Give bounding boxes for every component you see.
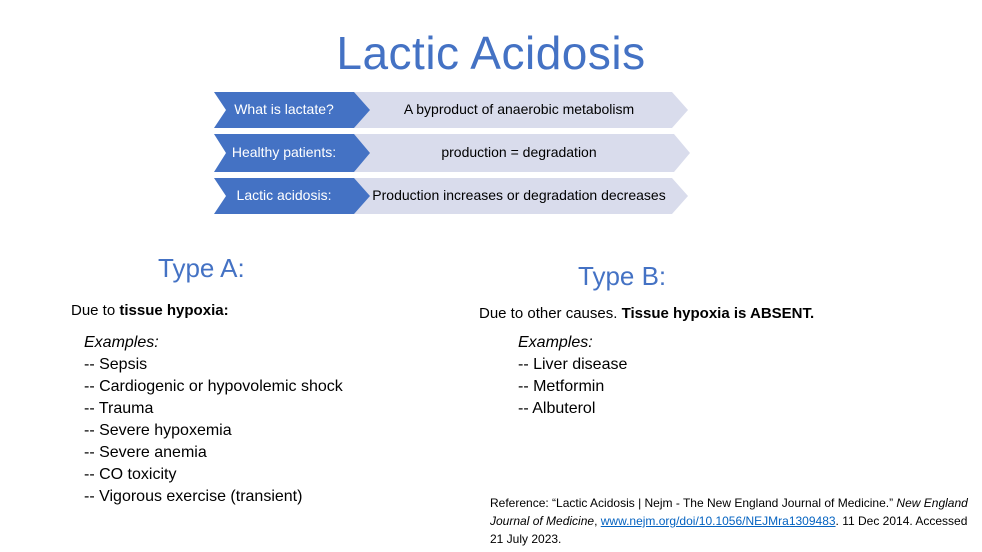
list-item: -- Sepsis (84, 356, 148, 373)
list-item: -- Trauma (84, 400, 154, 417)
list-item: -- Cardiogenic or hypovolemic shock (84, 378, 343, 395)
list-item: -- CO toxicity (84, 466, 177, 483)
list-item: -- Liver disease (518, 356, 628, 373)
type-b-description (479, 305, 814, 322)
row-value-healthy-patients: production = degradation (441, 144, 597, 160)
row-value-what-is-lactate: A byproduct of anaerobic metabolism (403, 101, 635, 117)
list-item: -- Vigorous exercise (transient) (84, 488, 303, 505)
type-b-examples-label: Examples: (518, 334, 593, 351)
reference-journal: New England Journal of Medicine (490, 496, 968, 528)
type-b-heading: Type B: (578, 261, 667, 291)
reference-suffix: . 11 Dec 2014. Accessed 21 July 2023. (490, 514, 968, 546)
row-label-what-is-lactate: What is lactate? (234, 101, 334, 117)
row-value-lactic-acidosis: Production increases or degradation decreases (372, 187, 666, 203)
list-item: -- Severe hypoxemia (84, 422, 232, 439)
reference-prefix: Reference: “Lactic Acidosis | Nejm - The New England Journal of Medicine.” (490, 496, 897, 510)
type-a-heading: Type A: (158, 253, 245, 283)
type-a-examples-label: Examples: (84, 334, 159, 351)
list-item: -- Severe anemia (84, 444, 207, 461)
type-b-desc-bold: Tissue hypoxia is ABSENT. (621, 305, 815, 322)
definition-rows (214, 92, 694, 216)
row-label-healthy-patients: Healthy patients: (231, 144, 337, 160)
type-a-description (71, 302, 229, 319)
type-b-examples (518, 332, 627, 420)
list-item: -- Metformin (518, 378, 605, 395)
row-label-lactic-acidosis: Lactic acidosis: (236, 187, 332, 203)
reference-link[interactable]: www.nejm.org/doi/10.1056/NEJMra1309483 (600, 514, 836, 528)
type-a-examples (84, 332, 343, 508)
reference-separator: , (594, 514, 601, 528)
reference-citation (490, 494, 970, 548)
type-b-desc-prefix: Due to other causes. (479, 305, 622, 322)
page-title: Lactic Acidosis (336, 27, 646, 79)
list-item: -- Albuterol (518, 400, 596, 417)
type-a-desc-prefix: Due to (71, 302, 120, 319)
type-a-desc-bold: tissue hypoxia: (119, 302, 229, 319)
